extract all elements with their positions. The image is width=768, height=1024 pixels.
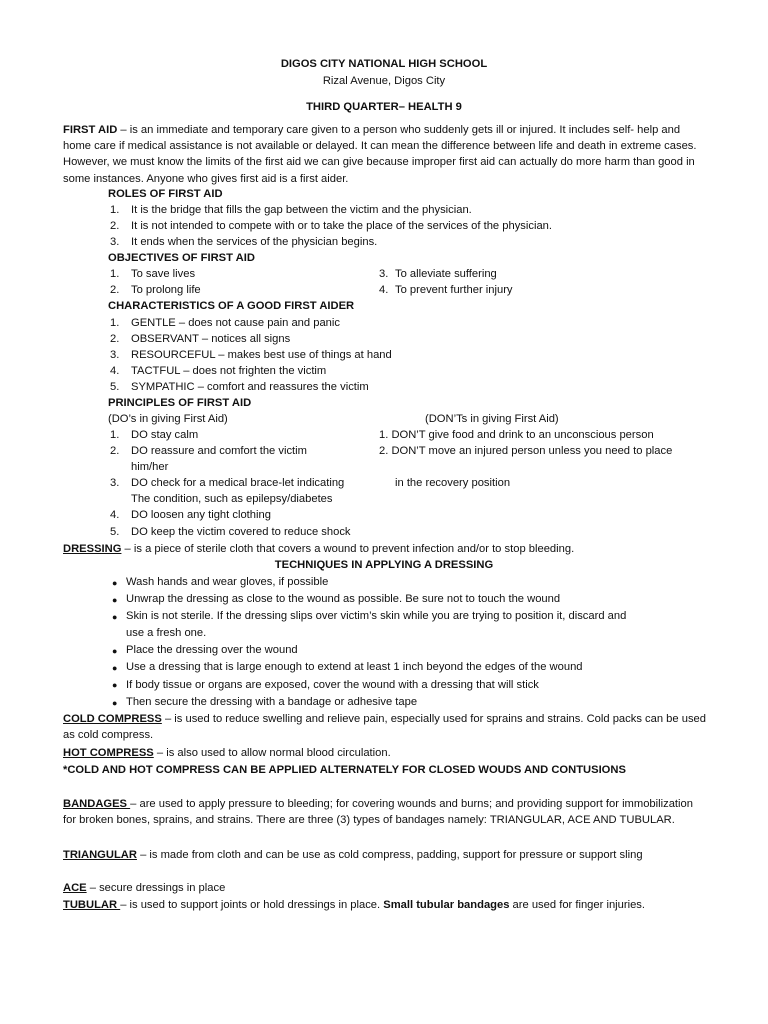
triangular-definition: – is made from cloth and can be use as cold compress, padding, support for pressure or support sling [136, 849, 643, 861]
bullet-icon: ● [112, 595, 118, 605]
objectives-number: 2. [110, 284, 120, 296]
dressing-definition: – is a piece of sterile cloth that covers a wound to prevent infection and/or to stop bleeding. [121, 543, 575, 555]
triangular-paragraph [63, 847, 708, 863]
hot-compress-term: HOT COMPRESS [63, 747, 154, 759]
first-aid-term: FIRST AID [63, 124, 118, 136]
bullet-icon: ● [112, 646, 118, 656]
technique-item: Unwrap the dressing as close to the wound as possible. Be sure not to touch the wound [126, 593, 561, 605]
characteristics-item: GENTLE – does not cause pain and panic [131, 317, 340, 329]
dos-number: 5. [110, 526, 120, 538]
school-address: Rizal Avenue, Digos City [322, 75, 446, 87]
bullet-icon: ● [112, 680, 118, 690]
dos-item: DO reassure and comfort the victim [131, 445, 307, 457]
objectives-item: To prolong life [131, 284, 201, 296]
characteristics-item: TACTFUL – does not frighten the victim [131, 365, 327, 377]
cold-compress-paragraph [63, 711, 708, 743]
dos-heading: (DO’s in giving First Aid) [108, 413, 228, 425]
characteristics-number: 3. [110, 349, 120, 361]
dos-item-continuation: The condition, such as epilepsy/diabetes [131, 493, 333, 505]
tubular-definition: – is used to support joints or hold dressings in place. [120, 899, 384, 911]
first-aid-definition: – is an immediate and temporary care given to a person who suddenly gets ill or injured. It includes self- help and home care if medical assistance is not available or delayed. It can mean the difference between life and death in extreme cases. However, we must know the limits of the first aid we can give because improper first aid can actually do more harm than good in some instances. Anyone who gives first aid is a first aider. [63, 124, 697, 185]
bullet-icon: ● [112, 578, 118, 588]
donts-item-continuation: in the recovery position [395, 477, 511, 489]
tubular-paragraph [63, 897, 708, 913]
hot-compress-paragraph [63, 745, 391, 761]
technique-item: Place the dressing over the wound [126, 644, 298, 656]
objectives-item: To save lives [131, 268, 196, 280]
dos-item-continuation: him/her [131, 461, 169, 473]
bullet-icon: ● [112, 663, 118, 673]
donts-heading: (DON’Ts in giving First Aid) [425, 413, 559, 425]
bandages-term: BANDAGES [63, 798, 131, 810]
dos-number: 1. [110, 429, 120, 441]
ace-term: ACE [63, 882, 87, 894]
technique-item-continuation: use a fresh one. [126, 627, 207, 639]
dos-number: 3. [110, 477, 120, 489]
technique-item: Then secure the dressing with a bandage or adhesive tape [126, 696, 418, 708]
dressing-paragraph [63, 541, 574, 557]
technique-item: Use a dressing that is large enough to extend at least 1 inch beyond the edges of the wound [126, 661, 583, 673]
dos-item: DO check for a medical brace-let indicating [131, 477, 345, 489]
quarter-title: THIRD QUARTER– HEALTH 9 [306, 101, 462, 113]
techniques-heading: TECHNIQUES IN APPLYING A DRESSING [274, 559, 494, 571]
roles-item: It ends when the services of the physician begins. [131, 236, 378, 248]
roles-heading: ROLES OF FIRST AID [108, 188, 223, 200]
objectives-item: To alleviate suffering [395, 268, 497, 280]
dos-number: 4. [110, 509, 120, 521]
characteristics-number: 5. [110, 381, 120, 393]
bandages-paragraph [63, 796, 708, 828]
characteristics-item: SYMPATHIC – comfort and reassures the victim [131, 381, 369, 393]
donts-item: 2. DON’T move an injured person unless you need to place [379, 445, 673, 457]
compress-note: *COLD AND HOT COMPRESS CAN BE APPLIED ALTERNATELY FOR CLOSED WOUDS AND CONTUSIONS [63, 764, 626, 776]
bullet-icon: ● [112, 698, 118, 708]
objectives-heading: OBJECTIVES OF FIRST AID [108, 252, 255, 264]
roles-number: 1. [110, 204, 120, 216]
objectives-number: 3. [379, 268, 389, 280]
cold-compress-term: COLD COMPRESS [63, 713, 162, 725]
roles-number: 2. [110, 220, 120, 232]
donts-item: 1. DON’T give food and drink to an unconscious person [379, 429, 654, 441]
characteristics-number: 4. [110, 365, 120, 377]
objectives-number: 1. [110, 268, 120, 280]
technique-item: Skin is not sterile. If the dressing slips over victim’s skin while you are trying to position it, discard and [126, 610, 627, 622]
tubular-definition-tail: are used for finger injuries. [509, 899, 646, 911]
technique-item: Wash hands and wear gloves, if possible [126, 576, 329, 588]
cold-compress-definition: – is used to reduce swelling and relieve pain, especially used for sprains and strains. Cold packs can be used as cold compress. [63, 713, 706, 742]
objectives-number: 4. [379, 284, 389, 296]
ace-definition: – secure dressings in place [86, 882, 226, 894]
objectives-item: To prevent further injury [395, 284, 513, 296]
principles-heading: PRINCIPLES OF FIRST AID [108, 397, 252, 409]
dos-item: DO keep the victim covered to reduce shock [131, 526, 351, 538]
bandages-definition: – are used to apply pressure to bleeding; for covering wounds and burns; and providing support for immobilization for broken bones, sprains, and strains. There are three (3) types of bandages namely: TRIANGULAR, ACE AND TUBULAR. [63, 798, 693, 827]
technique-item: If body tissue or organs are exposed, cover the wound with a dressing that will stick [126, 679, 539, 691]
characteristics-number: 1. [110, 317, 120, 329]
roles-number: 3. [110, 236, 120, 248]
roles-item: It is not intended to compete with or to take the place of the services of the physician. [131, 220, 553, 232]
characteristics-heading: CHARACTERISTICS OF A GOOD FIRST AIDER [108, 300, 355, 312]
triangular-term: TRIANGULAR [63, 849, 137, 861]
school-name: DIGOS CITY NATIONAL HIGH SCHOOL [280, 58, 488, 70]
characteristics-item: RESOURCEFUL – makes best use of things at hand [131, 349, 392, 361]
tubular-bold-phrase: Small tubular bandages [383, 899, 510, 911]
dressing-term: DRESSING [63, 543, 122, 555]
dos-number: 2. [110, 445, 120, 457]
tubular-term: TUBULAR [63, 899, 121, 911]
hot-compress-definition: – is also used to allow normal blood circulation. [153, 747, 391, 759]
first-aid-paragraph [63, 122, 708, 187]
ace-paragraph [63, 880, 225, 896]
characteristics-number: 2. [110, 333, 120, 345]
dos-item: DO loosen any tight clothing [131, 509, 271, 521]
characteristics-item: OBSERVANT – notices all signs [131, 333, 291, 345]
bullet-icon: ● [112, 612, 118, 622]
roles-item: It is the bridge that fills the gap between the victim and the physician. [131, 204, 472, 216]
dos-item: DO stay calm [131, 429, 199, 441]
